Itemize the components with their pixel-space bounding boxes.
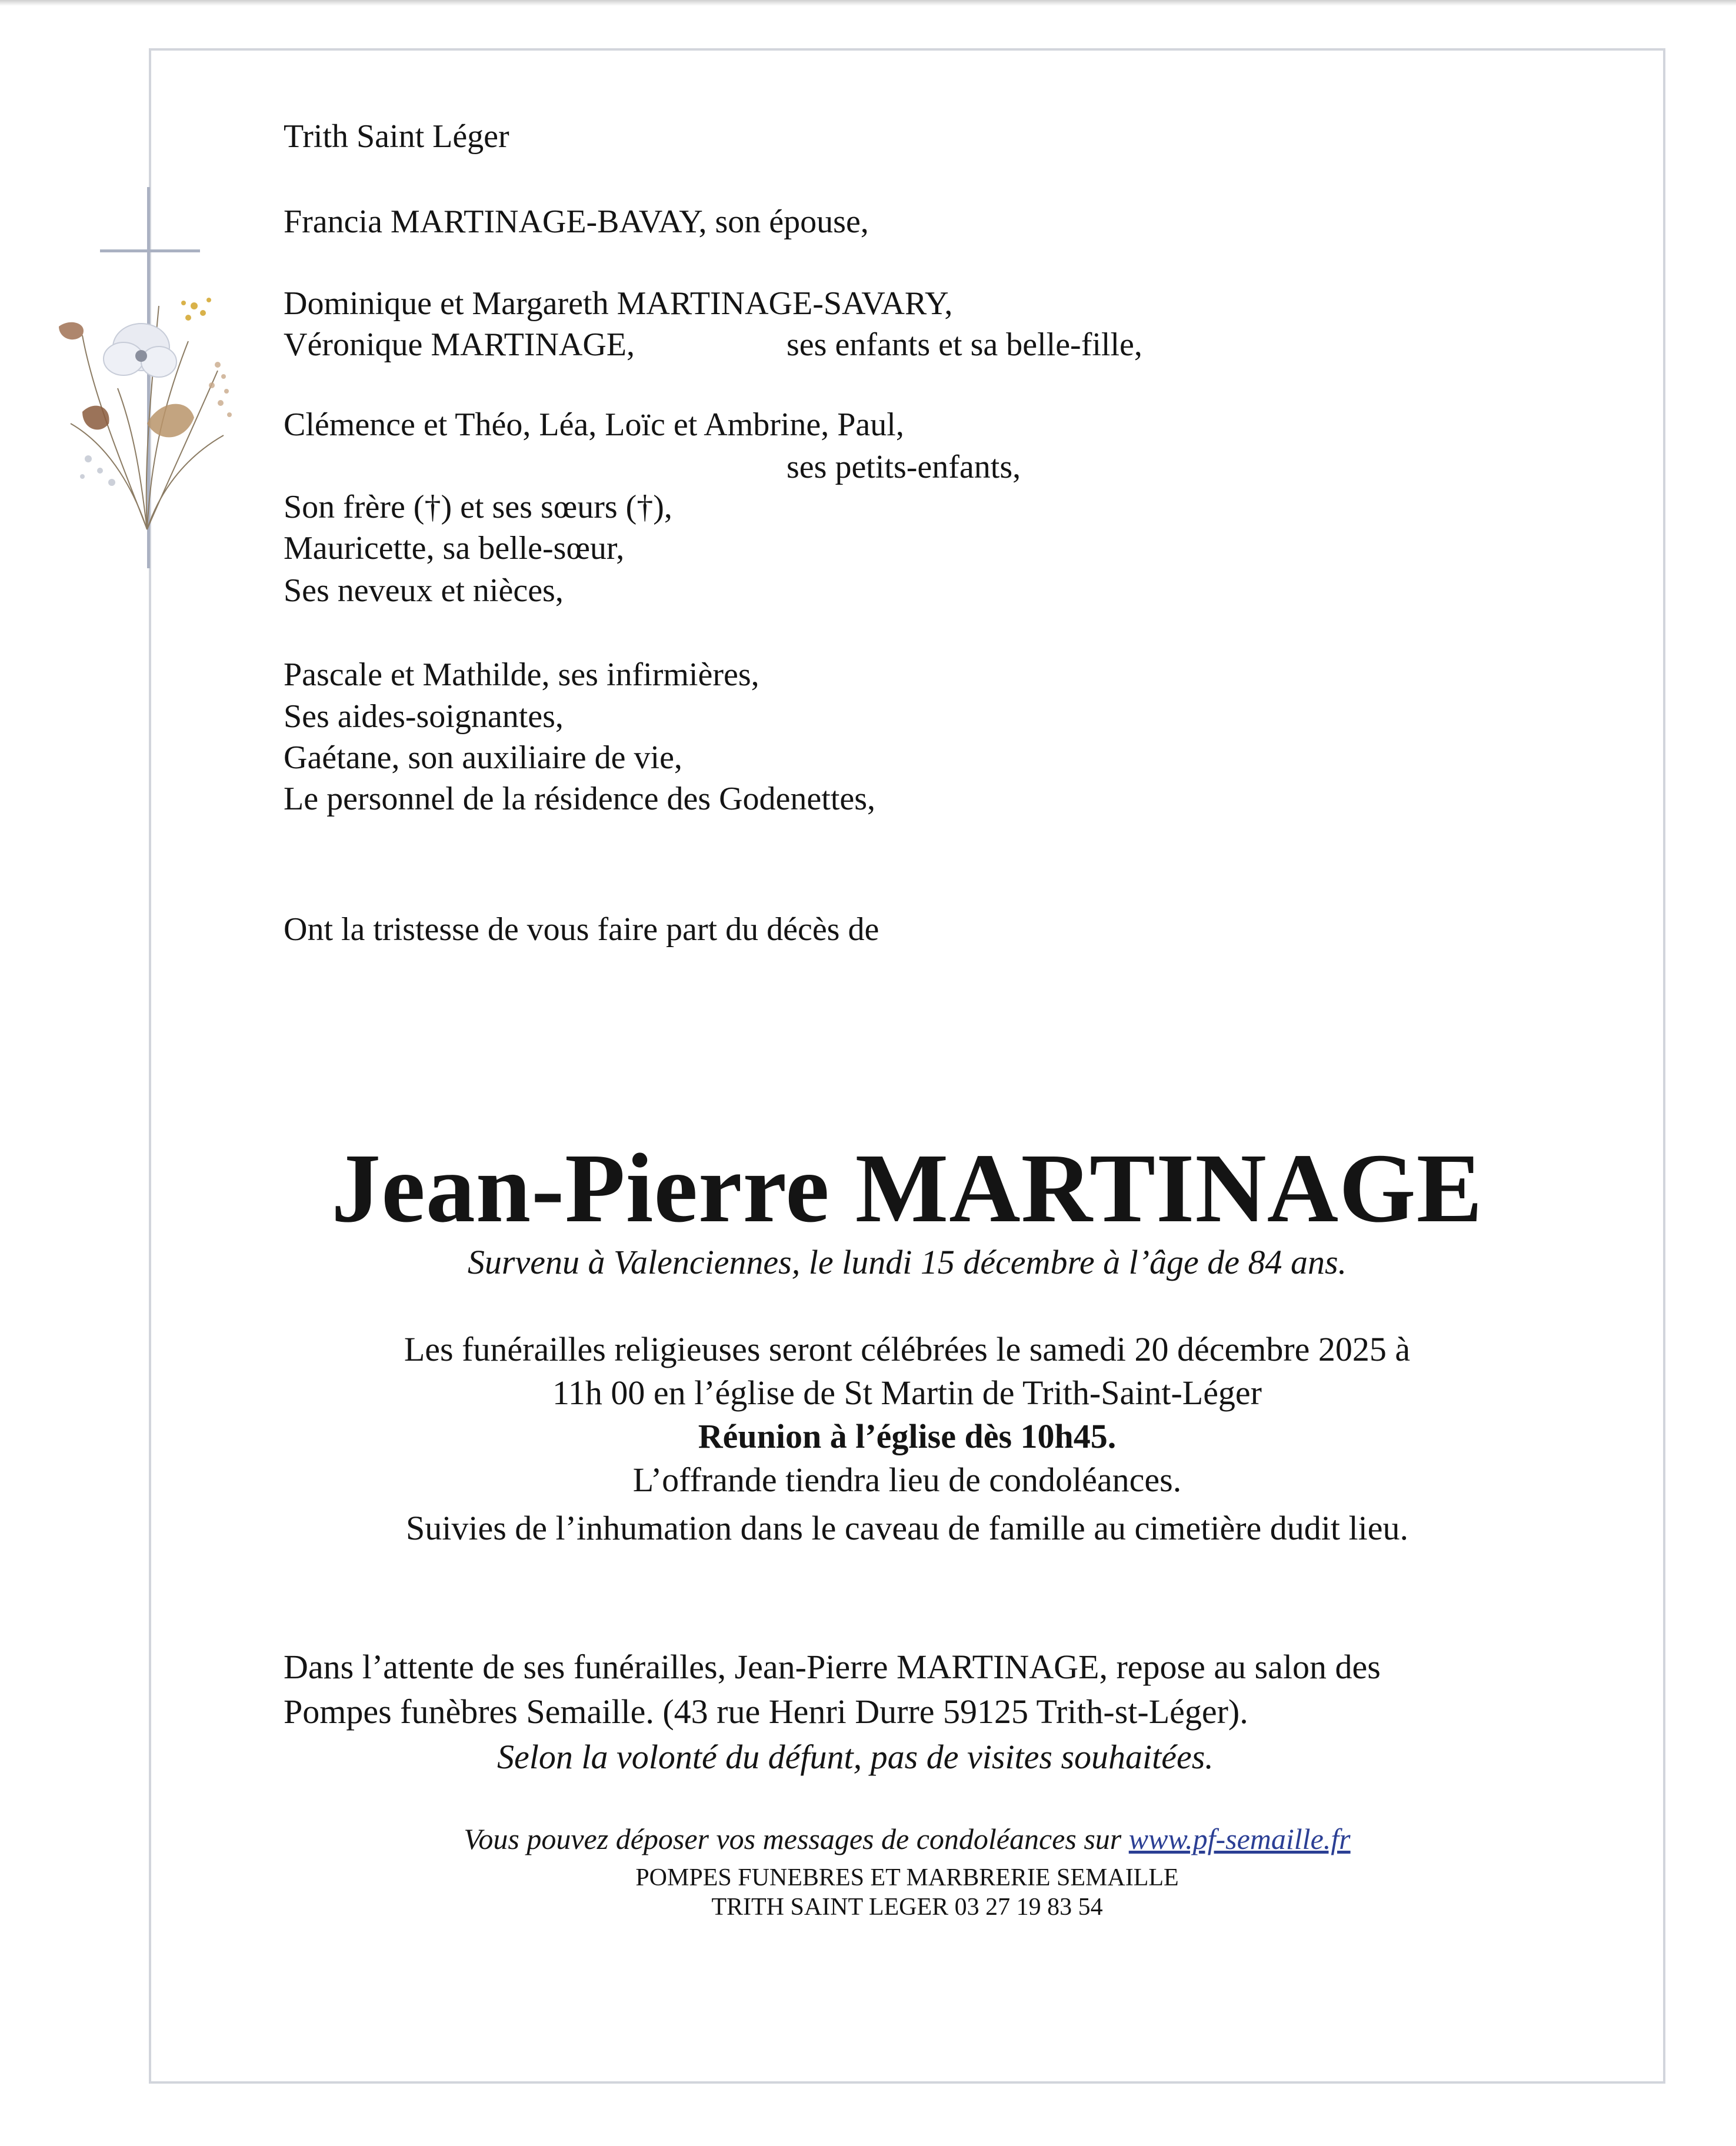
residence-staff-line: Le personnel de la résidence des Godenettes, bbox=[284, 781, 876, 817]
nephews-line: Ses neveux et nièces, bbox=[284, 572, 564, 609]
deceased-name: Jean-Pierre MARTINAGE bbox=[331, 1134, 1483, 1243]
burial-line: Suivies de l’inhumation dans le caveau de famille au cimetière dudit lieu. bbox=[405, 1509, 1408, 1547]
funeral-line-1: Les funérailles religieuses seront célébrées le samedi 20 décembre 2025 à bbox=[404, 1330, 1411, 1368]
cross-icon-bar bbox=[100, 249, 200, 252]
condolence-message-prefix: Vous pouvez déposer vos messages de condoléances sur bbox=[464, 1822, 1122, 1855]
visits-wish: Selon la volonté du défunt, pas de visites souhaitées. bbox=[497, 1738, 1214, 1776]
sister-in-law-line: Mauricette, sa belle-sœur, bbox=[284, 530, 625, 567]
scan-edge bbox=[0, 0, 1736, 6]
death-details: Survenu à Valenciennes, le lundi 15 décembre à l’âge de 84 ans. bbox=[467, 1243, 1347, 1281]
wildflower-bouquet-icon bbox=[47, 271, 259, 541]
company-name: POMPES FUNEBRES ET MARBRERIE SEMAILLE bbox=[635, 1864, 1179, 1891]
grandchildren-role: ses petits-enfants, bbox=[787, 449, 1021, 485]
announcement-intro: Ont la tristesse de vous faire part du décès de bbox=[284, 911, 879, 948]
children-line-1: Dominique et Margareth MARTINAGE-SAVARY, bbox=[284, 285, 953, 322]
offering-line: L’offrande tiendra lieu de condoléances. bbox=[632, 1461, 1182, 1499]
resting-line-1: Dans l’attente de ses funérailles, Jean-Pierre MARTINAGE, repose au salon des bbox=[284, 1648, 1381, 1686]
auxiliary-line: Gaétane, son auxiliaire de vie, bbox=[284, 739, 682, 776]
resting-line-2: Pompes funèbres Semaille. (43 rue Henri Durre 59125 Trith-st-Léger). bbox=[284, 1692, 1248, 1731]
siblings-line: Son frère (†) et ses sœurs (†), bbox=[284, 489, 672, 525]
town-heading: Trith Saint Léger bbox=[284, 118, 509, 155]
meeting-line: Réunion à l’église dès 10h45. bbox=[698, 1417, 1117, 1455]
company-contact: TRITH SAINT LEGER 03 27 19 83 54 bbox=[711, 1894, 1103, 1921]
children-line-2-role: ses enfants et sa belle-fille, bbox=[787, 326, 1142, 363]
nurses-line: Pascale et Mathilde, ses infirmières, bbox=[284, 657, 759, 693]
children-line-2-name: Véronique MARTINAGE, bbox=[284, 326, 635, 363]
condolence-message bbox=[149, 1822, 1665, 1856]
spouse-line: Francia MARTINAGE-BAVAY, son épouse, bbox=[284, 204, 869, 240]
grandchildren-names: Clémence et Théo, Léa, Loïc et Ambrine, Paul, bbox=[284, 406, 904, 443]
aides-line: Ses aides-soignantes, bbox=[284, 698, 564, 735]
funeral-line-2: 11h 00 en l’église de St Martin de Trith-Saint-Léger bbox=[552, 1374, 1262, 1412]
website-link[interactable]: www.pf-semaille.fr bbox=[1128, 1822, 1351, 1855]
